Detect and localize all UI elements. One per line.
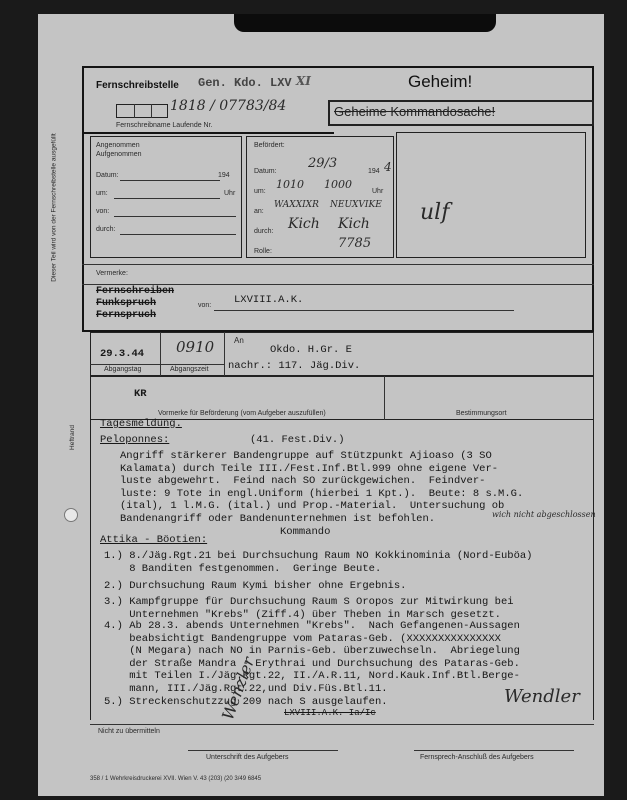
signoff-hand: Wendler	[504, 686, 580, 707]
method-3: Fernspruch	[96, 310, 157, 321]
forwarded-an-label: an:	[254, 208, 264, 215]
phone-label: Fernsprech-Anschluß des Aufgebers	[420, 754, 534, 761]
method-1: Fernschreiben	[96, 286, 175, 297]
classification: Geheim!	[408, 72, 473, 91]
forwarded-durch-value-2: Kich	[338, 216, 370, 232]
printer-line: 358 / 1 Wehrkreisdruckerei XVII. Wien V. 43 (203) (20 3/49 6845	[90, 776, 262, 782]
dispatch-to-2: nachr.: 117. Jäg.Div.	[228, 360, 361, 372]
dispatch-time-label: Abgangszeit	[170, 366, 209, 373]
sender-signature: Wenzler	[218, 654, 259, 723]
forwarded-an-value-1: WAXXIXR	[274, 200, 319, 210]
dispatch-to-1: Okdo. H.Gr. E	[270, 344, 352, 356]
section-1-text: Angriff stärkerer Bandengruppe auf Stützpunkt Ajioaso (3 SO Kalamata) durch Teile III./Fest.Inf.Btl.999 ohne eigene Ver- luste abgewehrt. Feind nach SO zurückgewichen. Feindver- luste: 9 Tote in engl.Uniform (hierbei 1 Kpt.). Beute: 8 s.M.G. (ital), 1 l.M.G. (ital.) und Prop.-Material. Untersuchung ob Bandenangriff oder Bandenunternehmen ist befohlen.	[120, 450, 524, 525]
message-heading: Tagesmeldung.	[100, 418, 182, 430]
forwarded-datum-value: 29/3	[308, 156, 338, 171]
side-note: Dieser Teil wird von der Fernschreibstelle ausgefüllt	[50, 133, 58, 282]
section-1-handnote: wich nicht abgeschlossen	[492, 510, 596, 519]
signoff-struck: LXVIII.A.K. Ia/Ic	[284, 708, 376, 718]
section-1-kommando: Kommando	[280, 526, 331, 538]
serial-label: Fernschreibname Laufende Nr.	[116, 122, 213, 129]
received-durch-label: durch:	[96, 226, 116, 233]
forwarded-durch-value-1: Kich	[288, 216, 320, 232]
item-4: 4.) Ab 28.3. abends Unternehmen "Krebs". Nach Gefangenen-Aussagen beabsichtigt Bandengruppe vom Pataras-Geb. (XXXXXXXXXXXXXXX (N Megara) nach NO in Parnis-Geb. überzuwechseln. Abriegelung der Straße Mandra - Erythrai und Durchsuchung des Pataras-Geb. mit Teilen I./Jäg.Rgt.22, II./A.R.11, Nord.Kauk.Inf.Btl.Berge- mann, III./Jäg.Rgt.22,und Div.Füs.Btl.11.	[104, 620, 520, 695]
forwarded-block	[246, 136, 394, 258]
forwarded-um-value-1: 1010	[276, 178, 304, 191]
classification-struck: Geheime Kommandosache!	[334, 104, 496, 119]
from-unit: LXVIII.A.K.	[234, 294, 304, 306]
signature-label: Unterschrift des Aufgebers	[206, 754, 289, 761]
punch-hole	[64, 508, 78, 522]
item-3: 3.) Kampfgruppe für Durchsuchung Raum S Oropos zur Mitwirkung bei Unternehmen "Krebs" (Ziff.4) über Theben in Marsch gesetzt.	[104, 596, 514, 621]
heftrand-label: Heftrand	[68, 425, 76, 450]
dispatch-time: 0910	[176, 338, 215, 356]
dispatch-date: 29.3.44	[100, 348, 145, 360]
forwarded-um-value-2: 1000	[324, 178, 352, 191]
dispatch-an-label: An	[234, 336, 244, 345]
bestimmungsort-label: Bestimmungsort	[456, 410, 507, 417]
forwarded-year-suffix: 4	[384, 160, 392, 174]
forwarded-year: 194	[368, 168, 380, 175]
forwarded-uhr: Uhr	[372, 188, 384, 195]
station-label: Fernschreibstelle	[96, 80, 179, 91]
method-2: Funkspruch	[96, 298, 157, 309]
vermerke-label: Vermerke:	[96, 270, 128, 277]
section-1-unit: (41. Fest.Div.)	[250, 434, 345, 446]
item-5: 5.) Streckenschutzzug 209 nach S ausgelaufen.	[104, 696, 388, 708]
dispatch-date-label: Abgangstag	[104, 366, 142, 373]
binder-clip	[234, 14, 496, 32]
forwarded-title: Befördert:	[254, 142, 285, 149]
forwarded-durch-label: durch:	[254, 228, 274, 235]
section-2-title: Attika - Böotien:	[100, 534, 208, 546]
received-datum-label: Datum:	[96, 172, 119, 179]
forwarded-initials: ulf	[420, 200, 450, 225]
forwarded-datum-label: Datum:	[254, 168, 277, 175]
serial-number: 1818 / 07783/84	[170, 98, 287, 114]
not-transmit-label: Nicht zu übermitteln	[98, 728, 160, 735]
item-1: 1.) 8./Jäg.Rgt.21 bei Durchsuchung Raum NO Kokkinominia (Nord-Euböa) 8 Banditen festgenommen. Geringe Beute.	[104, 550, 533, 575]
sender-von-label: von:	[198, 302, 212, 309]
document-sheet	[38, 14, 604, 796]
received-uhr: Uhr	[224, 190, 236, 197]
forwarded-rolle-label: Rolle:	[254, 248, 272, 255]
forwarded-um-label: um:	[254, 188, 266, 195]
received-year: 194	[218, 172, 230, 179]
received-von-label: von:	[96, 208, 110, 215]
item-2: 2.) Durchsuchung Raum Kymi bisher ohne Ergebnis.	[104, 580, 407, 592]
received-um-label: um:	[96, 190, 108, 197]
received-title-2: Aufgenommen	[96, 151, 142, 158]
station-stamp: Gen. Kdo. LXV	[198, 76, 292, 90]
forwarded-an-value-2: NEUXVIKE	[330, 200, 382, 210]
section-1-title: Peloponnes:	[100, 434, 170, 446]
station-stamp-extra: XI	[296, 74, 311, 88]
received-title-1: Angenommen	[96, 142, 140, 149]
vermerke-note: Vormerke für Beförderung (vom Aufgeber auszufüllen)	[158, 410, 326, 417]
initials-block	[396, 132, 586, 258]
forwarded-rolle-value: 7785	[338, 236, 372, 251]
serial-cell-boxes	[116, 104, 168, 118]
kr-marker: KR	[134, 388, 147, 400]
